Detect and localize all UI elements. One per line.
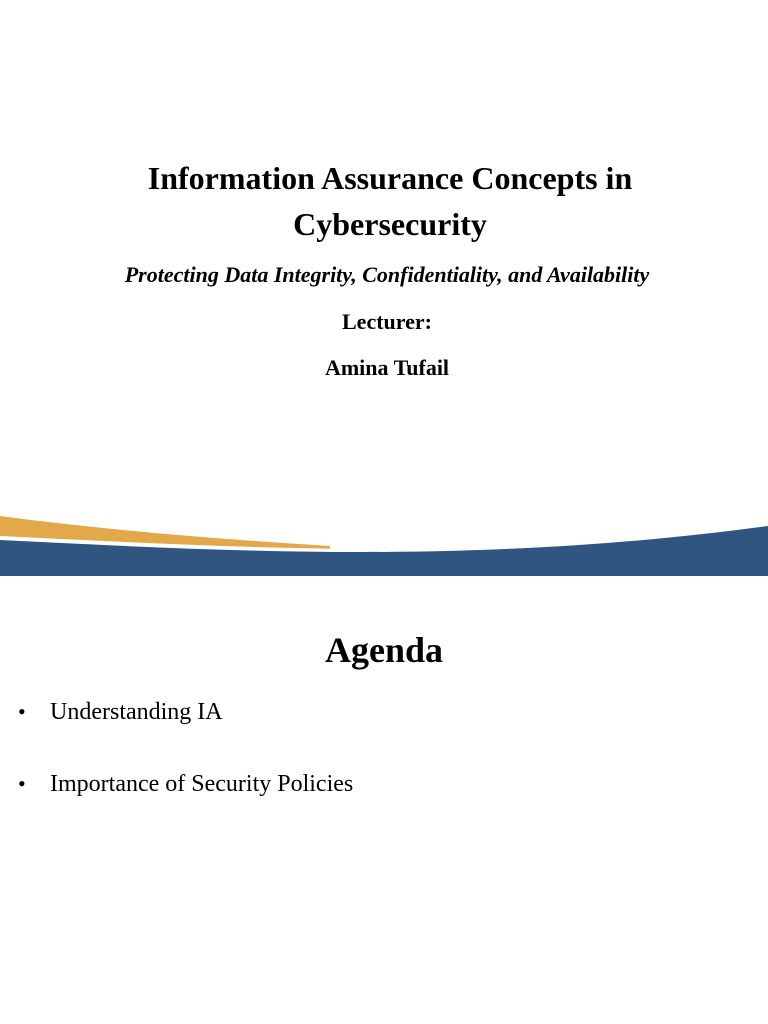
agenda-item-label: Importance of Security Policies: [50, 771, 354, 797]
bullet-icon: •: [18, 771, 26, 796]
agenda-item: [18, 768, 353, 800]
bullet-icon: •: [18, 699, 26, 724]
agenda-slide: [0, 576, 768, 1024]
slide-title: Information Assurance Concepts in Cybersecurity: [147, 160, 633, 242]
decorative-wave-banner: [0, 480, 768, 576]
agenda-item: [18, 696, 353, 728]
agenda-title: Agenda: [324, 630, 444, 670]
slide-subtitle: Protecting Data Integrity, Confidentiality, and Availability: [124, 262, 650, 287]
lecturer-name: Amina Tufail: [324, 355, 450, 380]
lecturer-label: Lecturer:: [342, 309, 432, 334]
agenda-item-label: Understanding IA: [50, 699, 223, 725]
agenda-list: [18, 696, 353, 840]
